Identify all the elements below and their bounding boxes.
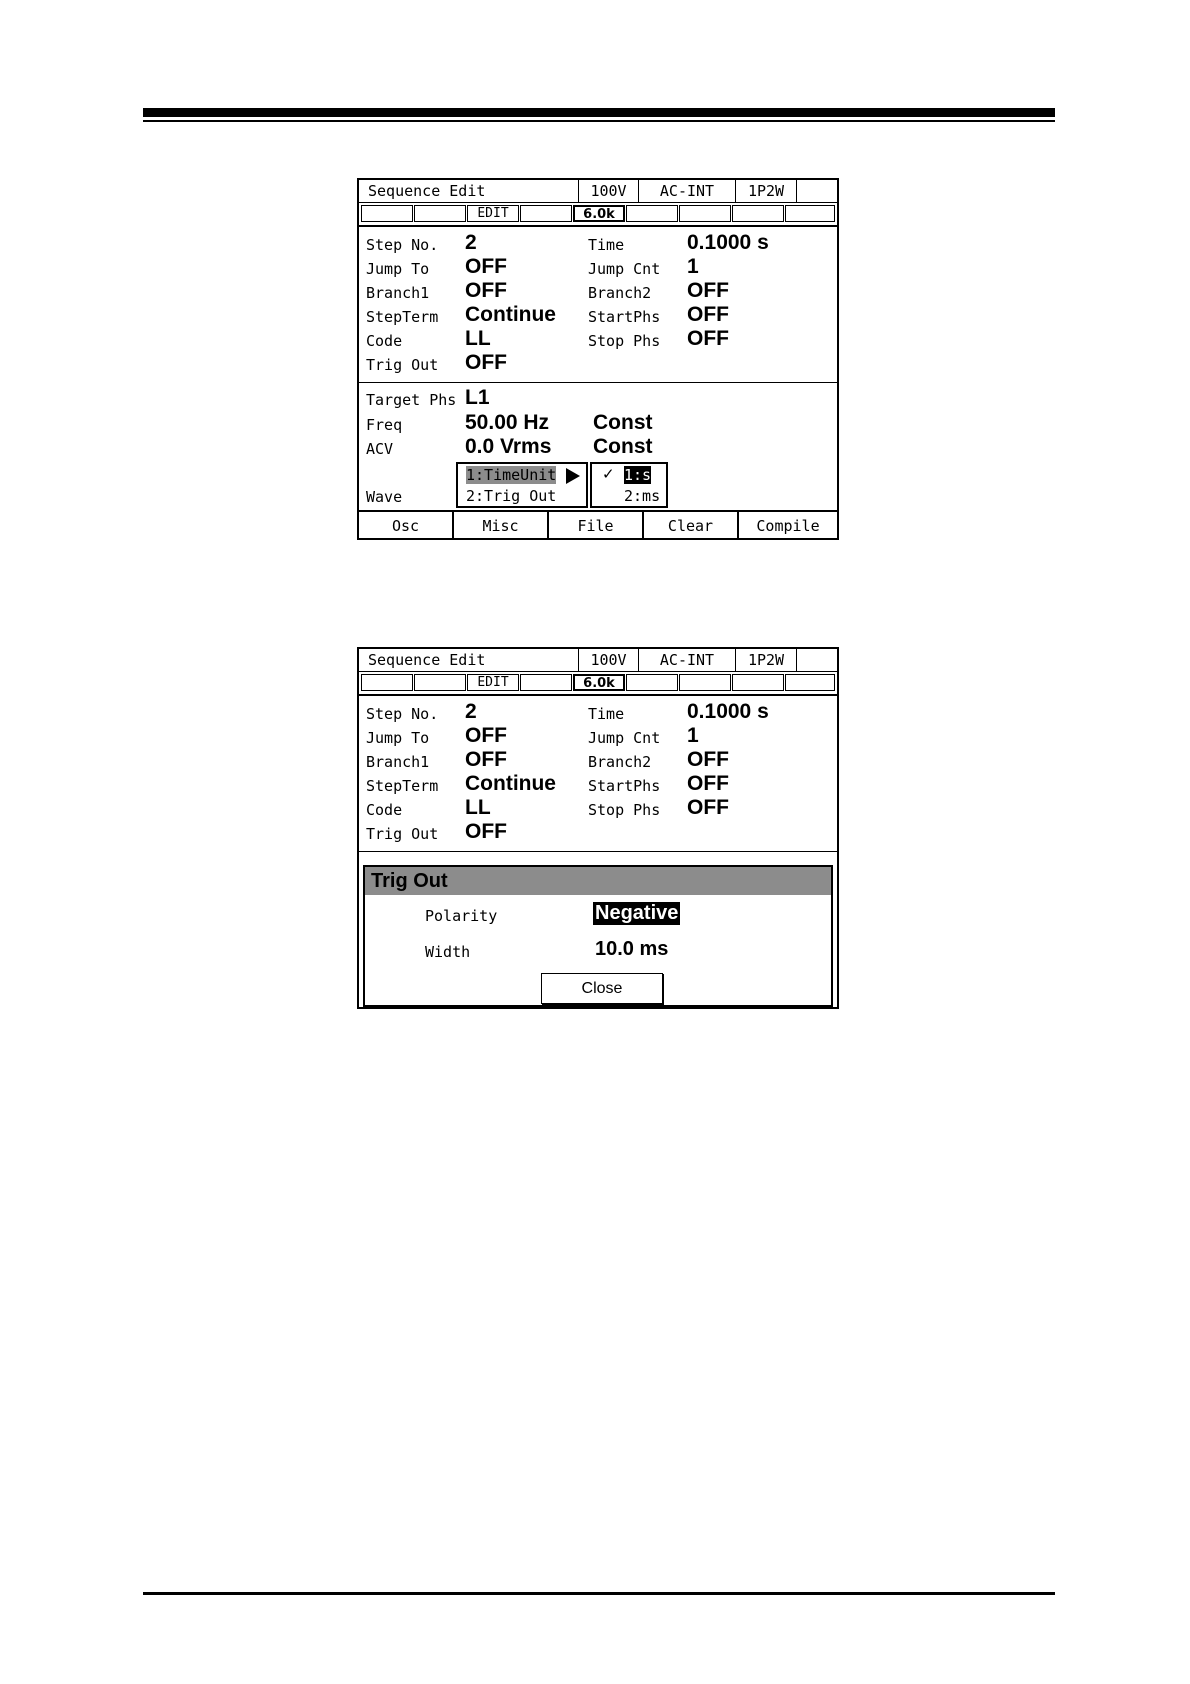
screen-title: Sequence Edit <box>359 180 579 202</box>
stepterm-label: StepTerm <box>366 777 439 795</box>
submenu-item-milliseconds[interactable]: 2:ms <box>624 487 661 505</box>
indicator-8 <box>732 205 784 222</box>
stopphs-label: Stop Phs <box>588 332 661 350</box>
softkey-bar <box>359 510 837 540</box>
softkey-osc[interactable]: Osc <box>359 512 454 540</box>
branch1-label: Branch1 <box>366 284 430 302</box>
branch2-label: Branch2 <box>588 753 652 771</box>
stopphs-label: Stop Phs <box>588 801 661 819</box>
checkmark-icon: ✓ <box>602 465 615 483</box>
indicator-sample-rate: 6.0k <box>573 674 625 691</box>
softkey-compile[interactable]: Compile <box>756 517 820 535</box>
indicator-7 <box>679 674 731 691</box>
menu-item-timeunit[interactable]: 1:TimeUnit <box>466 466 557 484</box>
indicator-7 <box>679 205 731 222</box>
trigout-label: Trig Out <box>366 825 439 843</box>
footer-rule <box>143 1592 1055 1595</box>
target-phs-label: Target Phs <box>366 391 457 409</box>
jump-to-label: Jump To <box>366 260 430 278</box>
indicator-edit: EDIT <box>467 205 519 222</box>
freq-value[interactable]: 50.00 Hz <box>465 411 550 434</box>
voltage-range: 100V <box>579 180 639 202</box>
acv-label: ACV <box>366 440 394 458</box>
source-mode: AC-INT <box>639 180 736 202</box>
phase-mode: 1P2W <box>736 649 797 671</box>
status-bar <box>359 649 837 672</box>
section-divider <box>359 851 837 852</box>
code-label: Code <box>366 332 403 350</box>
jump-cnt-label: Jump Cnt <box>588 729 661 747</box>
step-no-label: Step No. <box>366 236 439 254</box>
indicator-1 <box>361 205 413 222</box>
branch1-value[interactable]: OFF <box>465 748 507 771</box>
softkey-file[interactable]: File <box>549 512 644 540</box>
trigout-value[interactable]: OFF <box>465 351 507 374</box>
indicator-sample-rate: 6.0k <box>573 205 625 222</box>
wave-label: Wave <box>366 488 403 506</box>
branch2-value[interactable]: OFF <box>687 748 729 771</box>
jump-cnt-value[interactable]: 1 <box>687 724 699 747</box>
stopphs-value[interactable]: OFF <box>687 327 729 350</box>
step-no-label: Step No. <box>366 705 439 723</box>
indicator-1 <box>361 674 413 691</box>
indicator-6 <box>626 674 678 691</box>
phase-mode: 1P2W <box>736 180 797 202</box>
indicator-bar <box>359 203 837 227</box>
source-mode: AC-INT <box>639 649 736 671</box>
indicator-4 <box>520 205 572 222</box>
section-divider <box>359 382 837 383</box>
acv-mode[interactable]: Const <box>593 435 653 458</box>
freq-mode[interactable]: Const <box>593 411 653 434</box>
voltage-range: 100V <box>579 649 639 671</box>
indicator-8 <box>732 674 784 691</box>
code-value[interactable]: LL <box>465 327 491 350</box>
trigout-value[interactable]: OFF <box>465 820 507 843</box>
step-no-value[interactable]: 2 <box>465 231 477 254</box>
submenu-arrow-icon <box>566 468 580 484</box>
softkey-clear[interactable]: Clear <box>644 512 739 540</box>
branch1-value[interactable]: OFF <box>465 279 507 302</box>
timeunit-submenu <box>590 462 668 508</box>
indicator-2 <box>414 674 466 691</box>
jump-to-value[interactable]: OFF <box>465 255 507 278</box>
time-value[interactable]: 0.1000 s <box>687 700 769 723</box>
stepterm-value[interactable]: Continue <box>465 772 556 795</box>
polarity-value[interactable]: Negative <box>595 902 679 924</box>
jump-cnt-value[interactable]: 1 <box>687 255 699 278</box>
time-value[interactable]: 0.1000 s <box>687 231 769 254</box>
menu-item-trigout[interactable]: 2:Trig Out <box>466 487 557 505</box>
branch1-label: Branch1 <box>366 753 430 771</box>
screen-title: Sequence Edit <box>359 649 579 671</box>
header-rule <box>143 108 1055 117</box>
jump-cnt-label: Jump Cnt <box>588 260 661 278</box>
startphs-label: StartPhs <box>588 308 661 326</box>
jump-to-label: Jump To <box>366 729 430 747</box>
jump-to-value[interactable]: OFF <box>465 724 507 747</box>
indicator-edit: EDIT <box>467 674 519 691</box>
target-phs-value[interactable]: L1 <box>465 386 490 409</box>
indicator-9 <box>785 205 835 222</box>
step-no-value[interactable]: 2 <box>465 700 477 723</box>
indicator-4 <box>520 674 572 691</box>
misc-menu <box>456 462 588 508</box>
time-label: Time <box>588 705 625 723</box>
branch2-label: Branch2 <box>588 284 652 302</box>
indicator-bar <box>359 672 837 696</box>
startphs-value[interactable]: OFF <box>687 303 729 326</box>
submenu-item-seconds[interactable]: 1:s <box>624 466 652 484</box>
startphs-value[interactable]: OFF <box>687 772 729 795</box>
width-value[interactable]: 10.0 ms <box>595 938 669 960</box>
startphs-label: StartPhs <box>588 777 661 795</box>
freq-label: Freq <box>366 416 403 434</box>
polarity-label: Polarity <box>425 907 498 925</box>
dialog-title: Trig Out <box>365 867 831 895</box>
indicator-6 <box>626 205 678 222</box>
stopphs-value[interactable]: OFF <box>687 796 729 819</box>
indicator-9 <box>785 674 835 691</box>
sequence-edit-screen-menu <box>357 178 839 540</box>
indicator-2 <box>414 205 466 222</box>
sequence-edit-screen-dialog <box>357 647 839 1009</box>
stepterm-label: StepTerm <box>366 308 439 326</box>
trig-out-dialog <box>363 865 833 1007</box>
stepterm-value[interactable]: Continue <box>465 303 556 326</box>
branch2-value[interactable]: OFF <box>687 279 729 302</box>
softkey-misc[interactable]: Misc <box>454 512 549 540</box>
code-label: Code <box>366 801 403 819</box>
width-label: Width <box>425 943 471 961</box>
trigout-label: Trig Out <box>366 356 439 374</box>
acv-value[interactable]: 0.0 Vrms <box>465 435 552 458</box>
time-label: Time <box>588 236 625 254</box>
status-bar <box>359 180 837 203</box>
close-button[interactable]: Close <box>541 973 663 1004</box>
code-value[interactable]: LL <box>465 796 491 819</box>
